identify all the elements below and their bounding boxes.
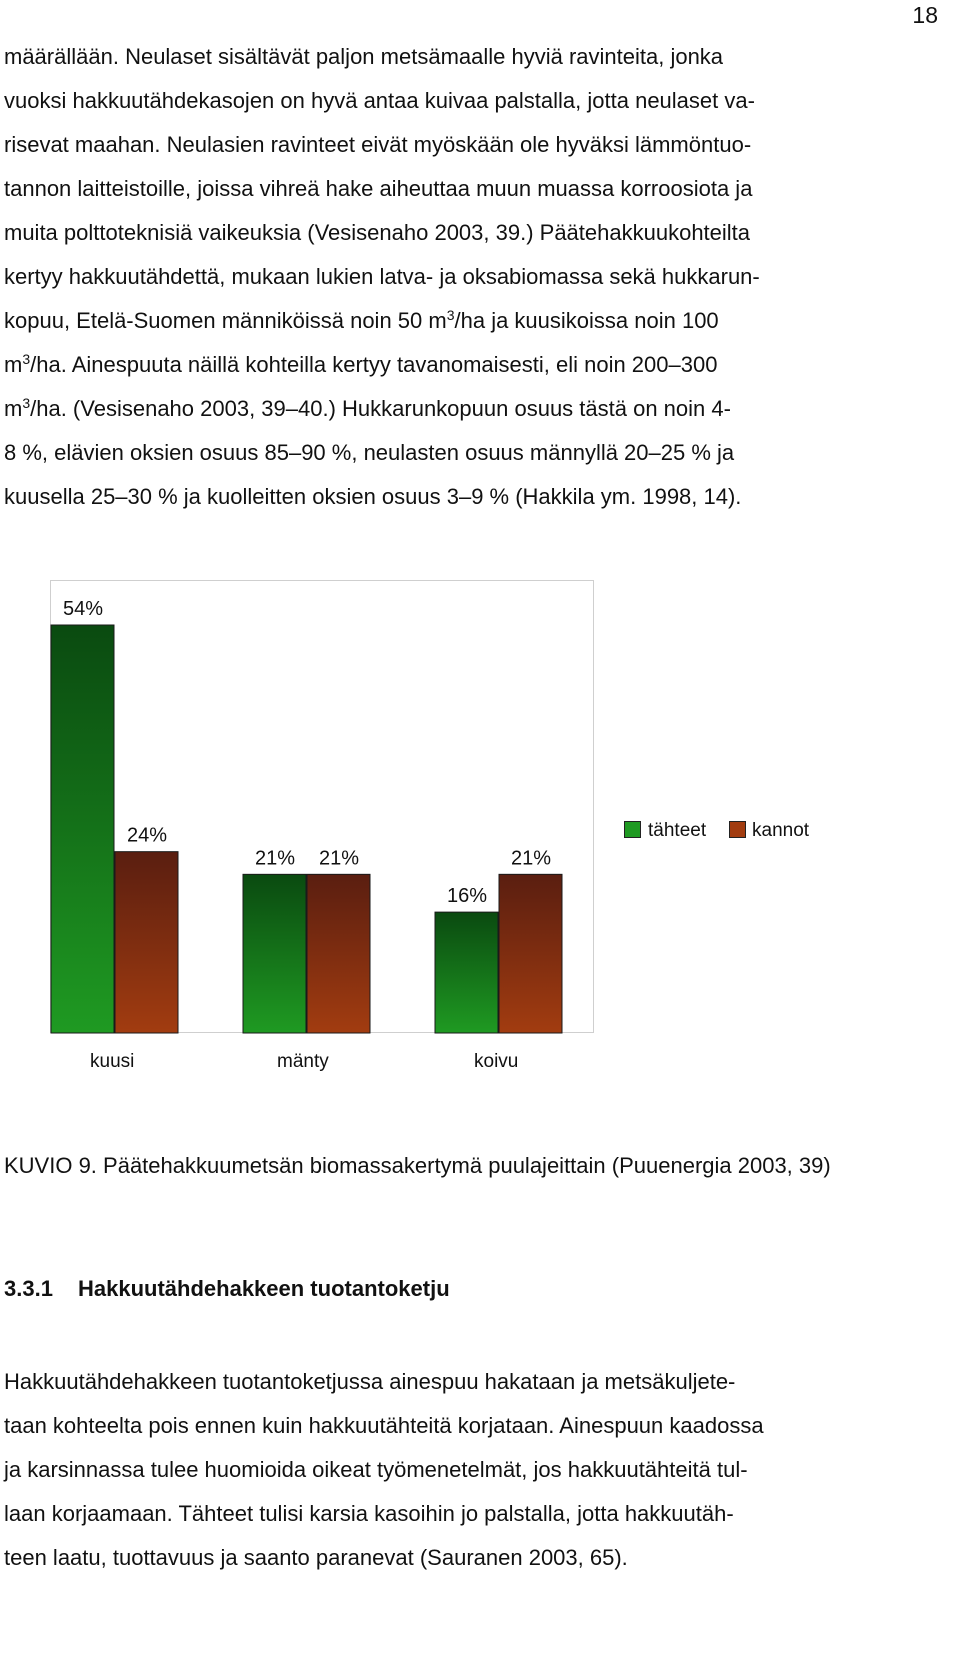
data-label-tahteet-1: 21% <box>254 847 296 870</box>
section-title: Hakkuutähdehakkeen tuotantoketju <box>78 1276 450 1301</box>
data-label-kannot-0: 24% <box>126 824 168 847</box>
bar-kannot-2 <box>499 874 562 1033</box>
data-label-kannot-2: 21% <box>510 847 552 870</box>
category-label-kuusi: kuusi <box>90 1051 135 1072</box>
bar-tahteet-0 <box>51 625 114 1033</box>
legend-label-tahteet: tähteet <box>648 820 707 841</box>
page-number: 18 <box>912 2 938 28</box>
bar-kannot-1 <box>307 874 370 1033</box>
bar-tahteet-1 <box>243 874 306 1033</box>
bar-kannot-0 <box>115 852 178 1033</box>
body-paragraph-1: määrällään. Neulaset sisältävät paljon metsämaalle hyviä ravinteita, jonka vuoksi hakkuutähdekasojen on hyvä antaa kuivaa palstalla, jotta neulaset va- risevat maahan. Neulasien ravinteet eivät myöskään ole hyväksi lämmöntuo- tannon laitteistoille, joissa vihreä hake aiheuttaa muun muassa korroosiota ja muita polttoteknisiä vaikeuksia (Vesisenaho 2003, 39.) Päätehakkuukohteilta kertyy hakkuutähdettä, mukaan lukien latva- ja oksabiomassa sekä hukkarun- kopuu, Etelä-Suomen männiköissä noin 50 $m^3/ha$ ja kuusikoissa noin 100 $m^3/ha$. Ainespuuta näillä kohteilla kertyy tavanomaisesti, eli noin 200–300 $m^3/ha$. (Vesisenaho 2003, 39–40.) Hukkarunkopuun osuus tästä on noin 4- 8 %, elävien oksien osuus 85–90 %, neulasten osuus männyllä 20–25 % ja kuusella 25–30 % ja kuolleitten oksien osuus 3–9 % (Hakkila ym. 1998, 14). <box>4 44 760 509</box>
body-paragraph-2: Hakkuutähdehakkeen tuotantoketjussa ainespuu hakataan ja metsäkuljete- taan kohteelta pois ennen kuin hakkuutähteitä korjataan. Ainespuun kaadossa ja karsinnassa tulee huomioida oikeat työmenetelmät, jos hakkuutähteitä tul- laan korjaamaan. Tähteet tulisi karsia kasoihin jo palstalla, jotta hakkuutäh- teen laatu, tuottavuus ja saanto paranevat (Sauranen 2003, 65). <box>4 1369 764 1570</box>
section-number: 3.3.1 <box>4 1276 53 1301</box>
data-label-kannot-1: 21% <box>318 847 360 870</box>
category-label-koivu: koivu <box>474 1051 519 1072</box>
data-label-tahteet-2: 16% <box>446 885 488 908</box>
bar-tahteet-2 <box>435 912 498 1033</box>
superscript: 3 <box>22 395 31 411</box>
legend-swatch-tahteet <box>624 821 641 838</box>
legend-swatch-kannot <box>729 821 746 838</box>
superscript: 3 <box>22 351 31 367</box>
superscript: 3 <box>446 307 455 323</box>
legend-label-kannot: kannot <box>752 820 810 841</box>
figure-caption: KUVIO 9. Päätehakkuumetsän biomassakertymä puulajeittain (Puuenergia 2003, 39) <box>4 1153 831 1178</box>
data-label-tahteet-0: 54% <box>62 598 104 620</box>
section-heading <box>4 1276 450 1302</box>
category-label-manty: mänty <box>277 1051 329 1072</box>
